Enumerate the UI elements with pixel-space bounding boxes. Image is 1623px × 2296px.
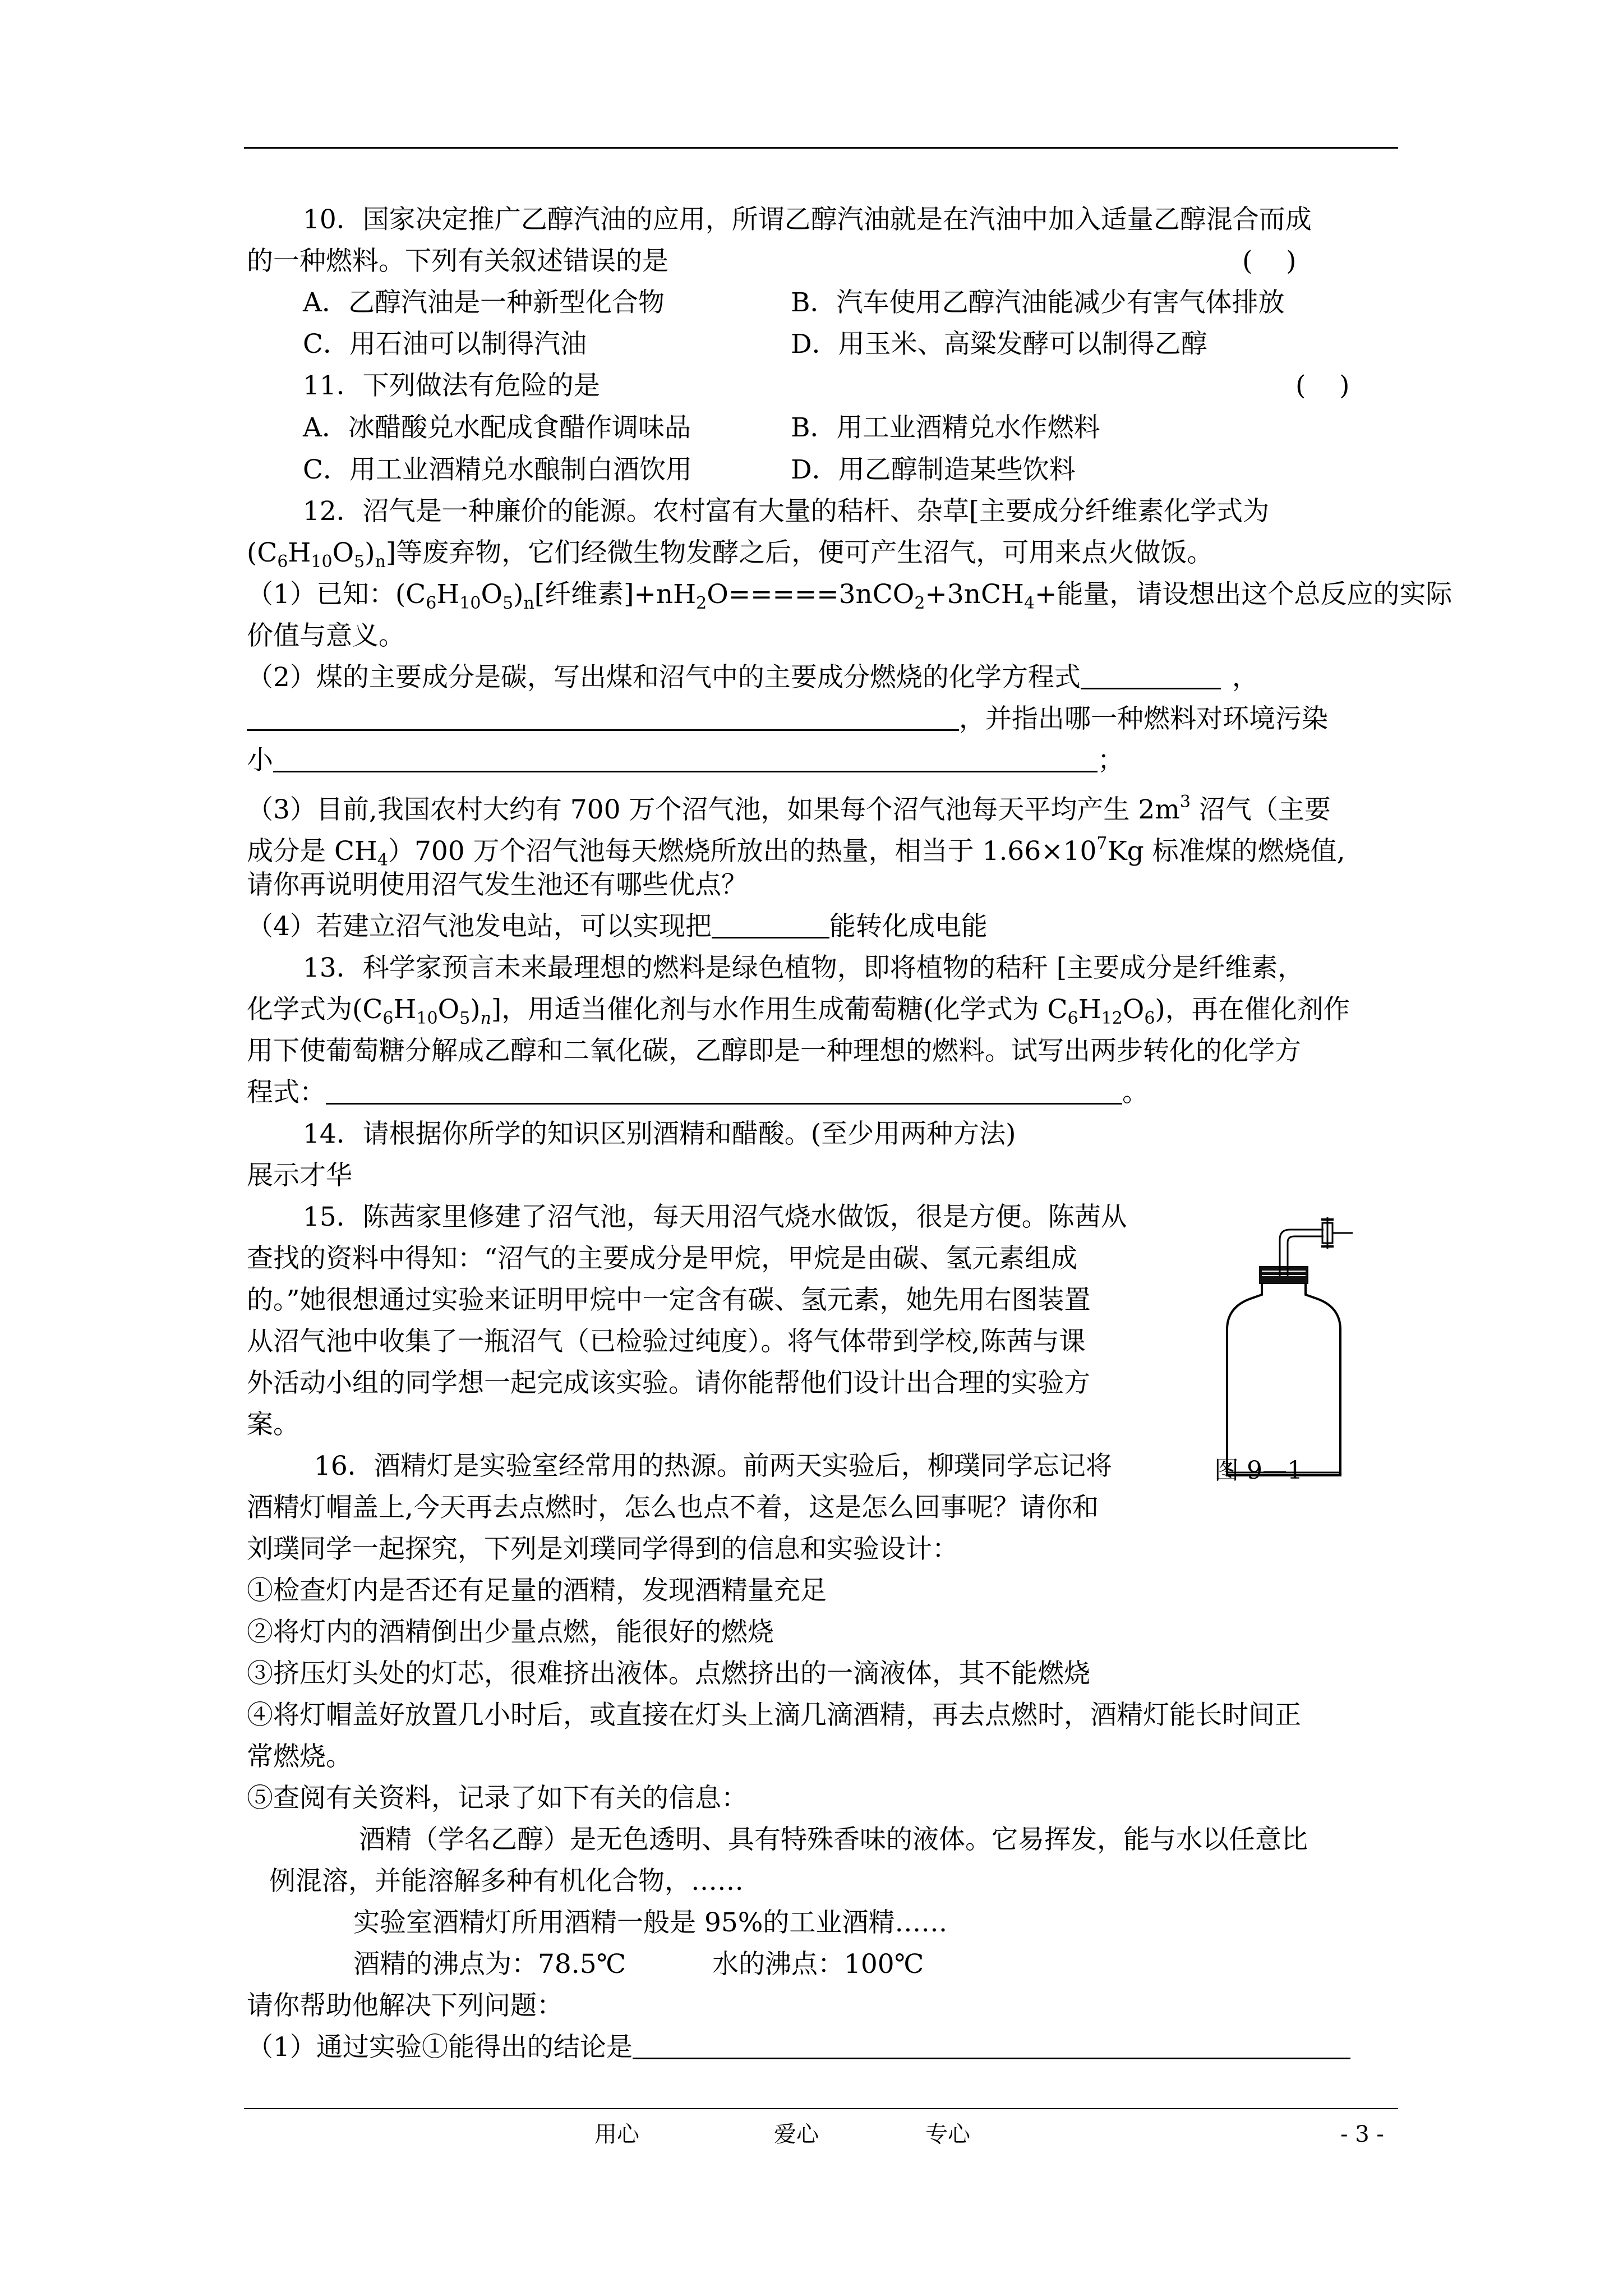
answer-blank[interactable] xyxy=(273,747,1098,772)
q16-info2: 实验室酒精灯所用酒精一般是 95%的工业酒精…… xyxy=(353,1907,948,1938)
q16-line2: 酒精灯帽盖上,今天再去点燃时，怎么也点不着，这是怎么回事呢？请你和 xyxy=(247,1492,1099,1523)
q12-part2-line3: 小 ； xyxy=(247,745,1124,776)
q16-part1: （1）通过实验①能得出的结论是 xyxy=(247,2031,1350,2064)
q12-line2: $(C_6H_{10}O_5)_n$]等废弃物，它们经微生物发酵之后，便可产生沼气，可用来点火做饭。 xyxy=(247,537,1214,572)
q15-line3: 的。”她很想通过实验来证明甲烷中一定含有碳、氢元素，她先用右图装置 xyxy=(247,1285,1091,1315)
figure-caption: 图 9—1 xyxy=(1214,1456,1303,1485)
q10-option-c: C．用石油可以制得汽油 xyxy=(303,329,587,360)
q11-option-c: C．用工业酒精兑水酿制白酒饮用 xyxy=(303,454,692,485)
q16-info3-water: 水的沸点：100℃ xyxy=(712,1949,924,1980)
q10-answer-paren: ( ) xyxy=(1242,246,1297,277)
answer-blank[interactable] xyxy=(633,2034,1350,2059)
q10-option-d: D．用玉米、高粱发酵可以制得乙醇 xyxy=(791,329,1207,360)
q15-line5: 外活动小组的同学想一起完成该实验。请你能帮他们设计出合理的实验方 xyxy=(247,1368,1090,1398)
q16-info1-line1: 酒精（学名乙醇）是无色透明、具有特殊香味的液体。它易挥发，能与水以任意比 xyxy=(359,1824,1308,1855)
gas-bottle-figure xyxy=(1206,1217,1368,1481)
q15-line2: 查找的资料中得知：“沼气的主要成分是甲烷，甲烷是由碳、氢元素组成 xyxy=(247,1243,1078,1274)
q15-line1: 15．陈茜家里修建了沼气池，每天用沼气烧水做饭，很是方便。陈茜从 xyxy=(303,1202,1127,1232)
q11-option-b: B．用工业酒精兑水作燃料 xyxy=(791,412,1100,443)
q11-option-a: A．冰醋酸兑水配成食醋作调味品 xyxy=(303,412,691,443)
page-number: - 3 - xyxy=(1340,2122,1384,2147)
q12-part2-line2: ，并指出哪一种燃料对环境污染 xyxy=(247,702,1328,736)
q12-part3-line1: （3）目前,我国农村大约有 700 万个沼气池，如果每个沼气池每天平均产生 $2m^3$ 沼气（主要 xyxy=(247,792,1331,825)
footer-word-1: 用心 xyxy=(594,2122,639,2147)
q10-line1: 10．国家决定推广乙醇汽油的应用，所谓乙醇汽油就是在汽油中加入适量乙醇混合而成 xyxy=(303,204,1312,235)
q12-part2-line1: （2）煤的主要成分是碳，写出煤和沼气中的主要成分燃烧的化学方程式 ， xyxy=(247,662,1258,693)
q15-line6: 案。 xyxy=(247,1409,299,1440)
q11-option-d: D．用乙醇制造某些饮料 xyxy=(791,454,1076,485)
q16-line3: 刘璞同学一起探究，下列是刘璞同学得到的信息和实验设计： xyxy=(247,1534,958,1565)
q16-step2: ②将灯内的酒精倒出少量点燃，能很好的燃烧 xyxy=(247,1617,774,1648)
q13-line2: 化学式为$(C_6H_{10}O_5)_n$]，用适当催化剂与水作用生成葡萄糖(化学式为 $C_6H_{12}O_6$)，再在催化剂作 xyxy=(247,994,1350,1028)
q12-part1-line2: 价值与意义。 xyxy=(247,620,405,651)
q11-line1: 11．下列做法有危险的是 xyxy=(303,370,600,401)
section-title: 展示才华 xyxy=(247,1160,352,1191)
q15-line4: 从沼气池中收集了一瓶沼气（已检验过纯度）。将气体带到学校,陈茜与课 xyxy=(247,1326,1086,1357)
q16-step1: ①检查灯内是否还有足量的酒精，发现酒精量充足 xyxy=(247,1575,827,1606)
footer-word-3: 专心 xyxy=(925,2122,970,2147)
q12-part3-line3: 请你再说明使用沼气发生池还有哪些优点？ xyxy=(247,869,748,900)
q10-option-a: A．乙醇汽油是一种新型化合物 xyxy=(303,287,665,318)
q16-info3-alcohol: 酒精的沸点为：78.5℃ xyxy=(353,1949,626,1980)
q14-line1: 14．请根据你所学的知识区别酒精和醋酸。(至少用两种方法) xyxy=(303,1119,1016,1149)
q16-info1-line2: 例混溶，并能溶解多种有机化合物，…… xyxy=(269,1866,744,1897)
footer-word-2: 爱心 xyxy=(774,2122,819,2147)
q12-line1: 12．沼气是一种廉价的能源。农村富有大量的秸杆、杂草[主要成分纤维素化学式为 xyxy=(303,496,1270,527)
q16-line1: 16．酒精灯是实验室经常用的热源。前两天实验后，柳璞同学忘记将 xyxy=(314,1451,1112,1481)
q13-line4: 程式： 。 xyxy=(247,1077,1149,1108)
q13-line1: 13．科学家预言未来最理想的燃料是绿色植物，即将植物的秸秆 [主要成分是纤维素， xyxy=(303,953,1304,983)
q16-step3: ③挤压灯头处的灯芯，很难挤出液体。点燃挤出的一滴液体，其不能燃烧 xyxy=(247,1658,1090,1689)
q12-part3-line2: 成分是 $CH_4)700$ 万个沼气池每天燃烧所放出的热量，相当于 $1.66\times 10^7Kg$ 标准煤的燃烧值, xyxy=(247,834,1345,870)
answer-blank[interactable] xyxy=(247,706,959,731)
q12-part1-line1: （1）已知：$(C_6H_{10}O_5)_n$[纤维素]$+nH_2O=====3nCO_2+3nCH_4+$能量，请设想出这个总反应的实际 xyxy=(247,579,1453,613)
header-rule xyxy=(244,147,1398,149)
answer-blank[interactable] xyxy=(326,1079,1122,1105)
q16-ask: 请你帮助他解决下列问题： xyxy=(247,1990,563,2021)
answer-blank[interactable] xyxy=(712,913,829,938)
footer-rule xyxy=(244,2108,1398,2109)
q10-line2: 的一种燃料。下列有关叙述错误的是 xyxy=(247,246,668,277)
q13-line3: 用下使葡萄糖分解成乙醇和二氧化碳，乙醇即是一种理想的燃料。试写出两步转化的化学方 xyxy=(247,1036,1301,1066)
q16-step5: ⑤查阅有关资料，记录了如下有关的信息： xyxy=(247,1783,748,1814)
answer-blank[interactable] xyxy=(1081,664,1221,689)
q12-part4: （4）若建立沼气池发电站，可以实现把 能转化成电能 xyxy=(247,911,988,942)
q16-step4-line2: 常燃烧。 xyxy=(247,1741,352,1772)
q10-option-b: B．汽车使用乙醇汽油能减少有害气体排放 xyxy=(791,287,1285,318)
q11-answer-paren: ( ) xyxy=(1295,370,1350,401)
q16-step4-line1: ④将灯帽盖好放置几小时后，或直接在灯头上滴几滴酒精，再去点燃时，酒精灯能长时间正 xyxy=(247,1700,1301,1731)
